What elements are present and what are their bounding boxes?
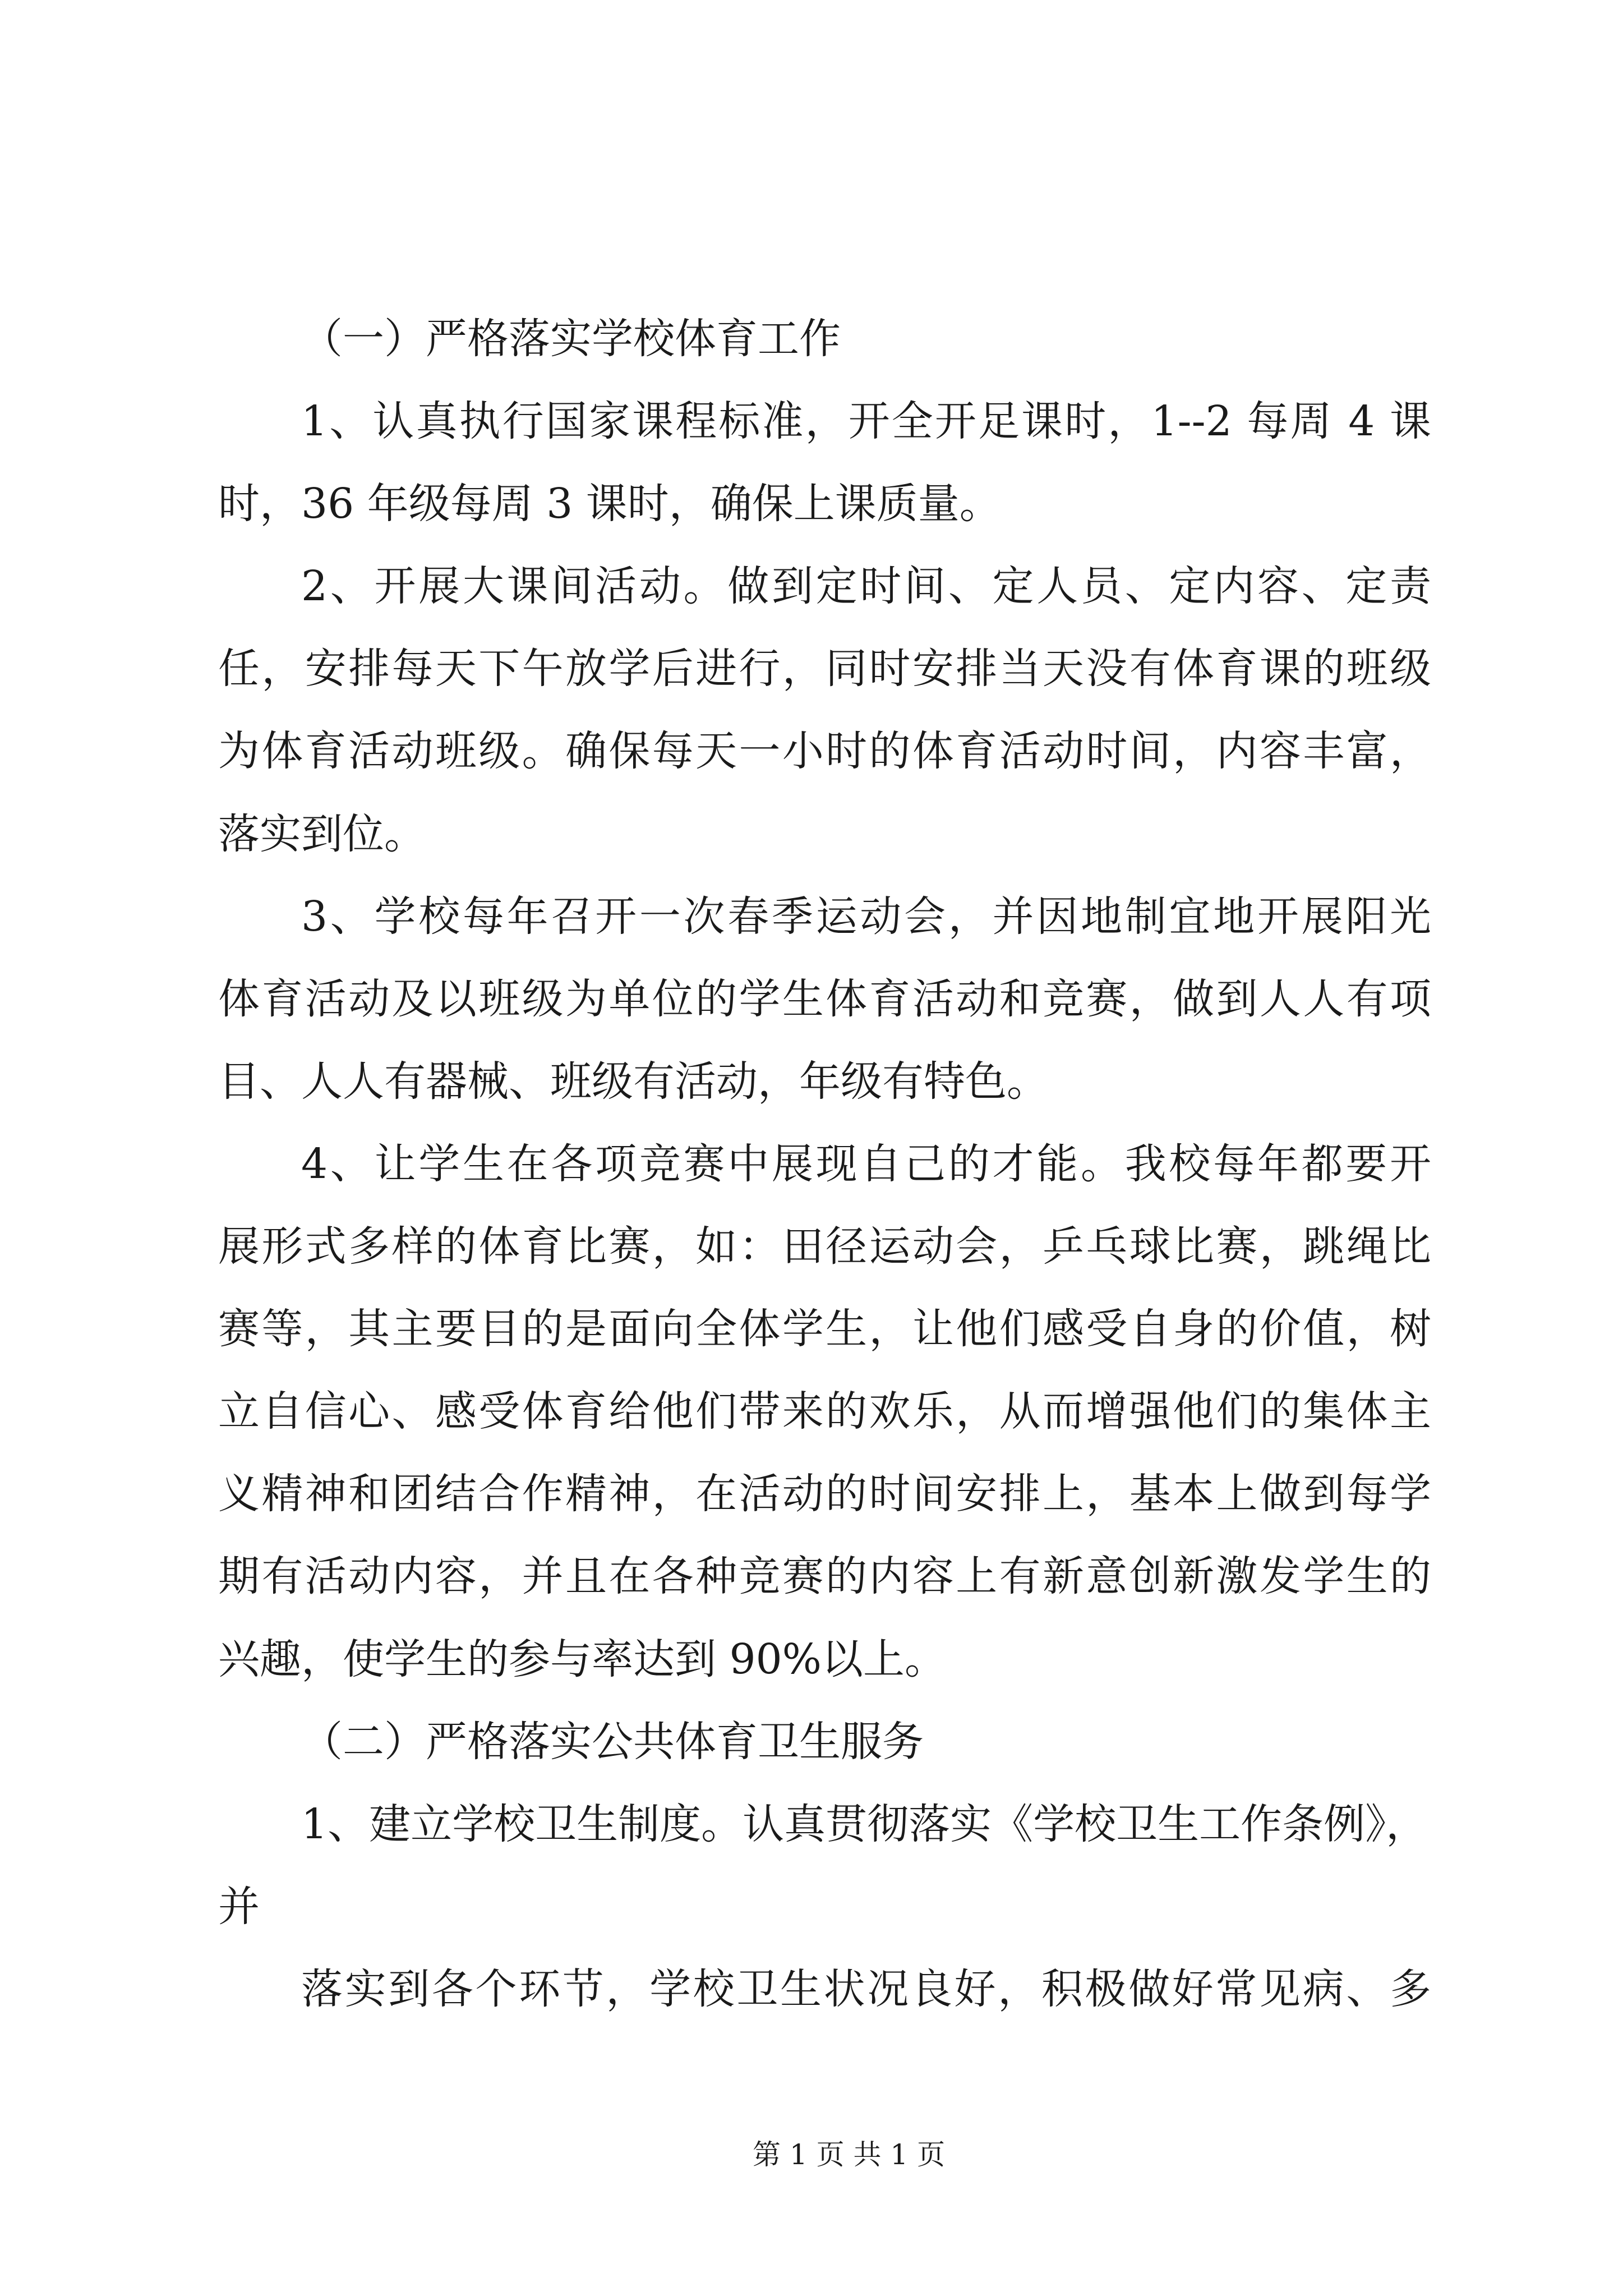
paragraph xyxy=(218,1123,1431,1701)
text-line: 落实到位。 xyxy=(218,809,426,858)
text-line: 1、认真执行国家课程标准，开全开足课时，1--2 每周 4 课 xyxy=(301,397,1431,446)
section-heading: （二）严格落实公共体育卫生服务 xyxy=(301,1717,924,1766)
section-heading: （一）严格落实学校体育工作 xyxy=(301,315,841,363)
text-line: 义精神和团结合作精神，在活动的时间安排上，基本上做到每学 xyxy=(218,1470,1431,1519)
paragraph xyxy=(218,380,1431,545)
paragraph xyxy=(218,1783,1431,1948)
document-body xyxy=(218,298,1431,2031)
text-line: 时，36 年级每周 3 课时，确保上课质量。 xyxy=(218,480,1001,528)
page-number: 第 1 页 共 1 页 xyxy=(753,2138,946,2171)
text-line: 3、学校每年召开一次春季运动会，并因地制宜地开展阳光 xyxy=(301,892,1431,941)
text-line: 为体育活动班级。确保每天一小时的体育活动时间，内容丰富， xyxy=(218,727,1431,776)
text-line: 4、让学生在各项竞赛中展现自己的才能。我校每年都要开 xyxy=(301,1139,1431,1188)
text-line: 落实到各个环节，学校卫生状况良好，积极做好常见病、多 xyxy=(301,1964,1431,2013)
text-line: 体育活动及以班级为单位的学生体育活动和竞赛，做到人人有项 xyxy=(218,974,1431,1023)
paragraph xyxy=(218,876,1431,1123)
paragraph xyxy=(218,545,1431,875)
text-line: 并 xyxy=(218,1882,260,1931)
paragraph xyxy=(218,1948,1431,2031)
text-line: 2、开展大课间活动。做到定时间、定人员、定内容、定责 xyxy=(301,562,1431,611)
text-line: 1、建立学校卫生制度。认真贯彻落实《学校卫生工作条例》， xyxy=(301,1800,1428,1848)
text-line: 目、人人有器械、班级有活动，年级有特色。 xyxy=(218,1057,1048,1106)
text-line: 任，安排每天下午放学后进行，同时安排当天没有体育课的班级 xyxy=(218,645,1431,693)
text-line: 期有活动内容，并且在各种竞赛的内容上有新意创新激发学生的 xyxy=(218,1552,1431,1601)
text-line: 赛等，其主要目的是面向全体学生，让他们感受自身的价值，树 xyxy=(218,1305,1431,1354)
text-line: 展形式多样的体育比赛，如：田径运动会，乒乓球比赛，跳绳比 xyxy=(218,1222,1431,1271)
text-line: 兴趣，使学生的参与率达到 90%以上。 xyxy=(218,1635,946,1683)
text-line: 立自信心、感受体育给他们带来的欢乐，从而增强他们的集体主 xyxy=(218,1387,1431,1436)
